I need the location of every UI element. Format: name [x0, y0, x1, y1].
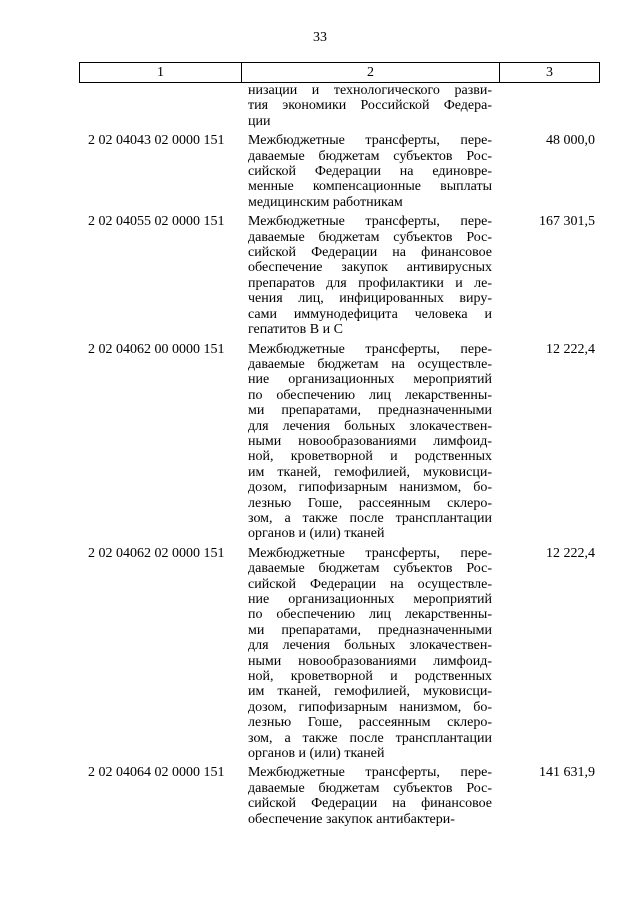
budget-code: 2 02 04062 00 0000 151	[88, 341, 225, 357]
description-line: чения лиц, инфицированных виру-	[248, 291, 492, 307]
amount: 167 301,5	[539, 214, 595, 230]
description-line: ние организационных мероприятий	[248, 592, 492, 607]
amount: 12 222,4	[546, 341, 595, 357]
amount: 141 631,9	[539, 765, 595, 781]
item-description	[241, 83, 499, 129]
description-line: менные компенсационные выплаты	[248, 179, 492, 195]
description-line: им тканей, гемофилией, муковисци-	[248, 464, 492, 480]
description-line: обеспечение закупок антибактери-	[248, 811, 455, 827]
item-description	[241, 133, 499, 210]
item-description	[241, 214, 499, 337]
description-line: даваемые бюджетам субъектов Рос-	[248, 148, 492, 164]
description-line: сийской Федерации на единовре-	[248, 164, 492, 180]
table-row	[79, 83, 600, 129]
description-line: им тканей, гемофилией, муковисци-	[248, 684, 492, 700]
header-col-2: 2	[242, 63, 500, 82]
description-line: лезнью Гоше, рассеянным склеро-	[248, 715, 492, 731]
description-line: по обеспечению лиц лекарственны-	[248, 387, 492, 403]
description-line: гепатитов В и С	[248, 322, 343, 338]
description-line: по обеспечению лиц лекарственны-	[248, 607, 492, 623]
description-line: Межбюджетные трансферты, пере-	[248, 545, 492, 561]
description-line: медицинским работникам	[248, 194, 403, 210]
item-description	[241, 342, 499, 542]
description-line: сами иммунодефицита человека и	[248, 306, 492, 322]
description-line: дозом, гипофизарным нанизмом, бо-	[248, 699, 492, 715]
budget-code: 2 02 04055 02 0000 151	[88, 214, 225, 230]
description-line: дозом, гипофизарным нанизмом, бо-	[248, 480, 492, 496]
budget-code	[79, 83, 241, 129]
description-line: ние организационных мероприятий	[248, 372, 492, 388]
header-col-1: 1	[80, 63, 242, 82]
description-line: ными новообразованиями лимфоид-	[248, 433, 492, 449]
table-row	[79, 546, 600, 762]
table-body	[79, 83, 600, 827]
amount	[499, 83, 600, 129]
description-line: для лечения больных злокачествен-	[248, 418, 492, 434]
description-line: тия экономики Российской Федера-	[248, 98, 492, 114]
description-line: органов и (или) тканей	[248, 746, 385, 762]
table-row	[79, 765, 600, 827]
description-line: сийской Федерации на финансовое	[248, 796, 492, 812]
description-line: для лечения больных злокачествен-	[248, 638, 492, 654]
item-description	[241, 765, 499, 827]
amount: 48 000,0	[546, 133, 595, 149]
description-line: ной, кроветворной и родственных	[248, 669, 492, 685]
budget-code: 2 02 04043 02 0000 151	[88, 133, 225, 149]
description-line: даваемые бюджетам на осуществле-	[248, 356, 492, 372]
description-line: даваемые бюджетам субъектов Рос-	[248, 561, 492, 577]
description-line: Межбюджетные трансферты, пере-	[248, 341, 492, 357]
description-line: ми препаратами, предназначенными	[248, 622, 492, 638]
amount: 12 222,4	[546, 545, 595, 561]
description-line: даваемые бюджетам субъектов Рос-	[248, 229, 492, 245]
table-row	[79, 214, 600, 337]
description-line: ными новообразованиями лимфоид-	[248, 653, 492, 669]
description-line: даваемые бюджетам субъектов Рос-	[248, 780, 492, 796]
description-line: Межбюджетные трансферты, пере-	[248, 214, 492, 230]
table-row	[79, 342, 600, 542]
description-line: ми препаратами, предназначенными	[248, 403, 492, 419]
item-description	[241, 546, 499, 762]
description-line: органов и (или) тканей	[248, 526, 385, 542]
description-line: ции	[248, 113, 271, 129]
description-line: сийской Федерации на осуществле-	[248, 576, 492, 592]
table-header	[79, 62, 600, 83]
description-line: зом, а также после трансплантации	[248, 730, 492, 746]
description-line: низации и технологического разви-	[248, 83, 492, 98]
description-line: препаратов для профилактики и ле-	[248, 275, 492, 291]
page-number: 33	[313, 30, 327, 45]
budget-code: 2 02 04064 02 0000 151	[88, 765, 225, 781]
description-line: сийской Федерации на финансовое	[248, 245, 492, 261]
table-row	[79, 133, 600, 210]
description-line: зом, а также после трансплантации	[248, 510, 492, 526]
budget-code: 2 02 04062 02 0000 151	[88, 545, 225, 561]
header-col-3: 3	[546, 64, 553, 80]
description-line: Межбюджетные трансферты, пере-	[248, 765, 492, 781]
description-line: Межбюджетные трансферты, пере-	[248, 133, 492, 149]
description-line: лезнью Гоше, рассеянным склеро-	[248, 495, 492, 511]
description-line: ной, кроветворной и родственных	[248, 449, 492, 465]
description-line: обеспечение закупок антивирусных	[248, 260, 492, 276]
